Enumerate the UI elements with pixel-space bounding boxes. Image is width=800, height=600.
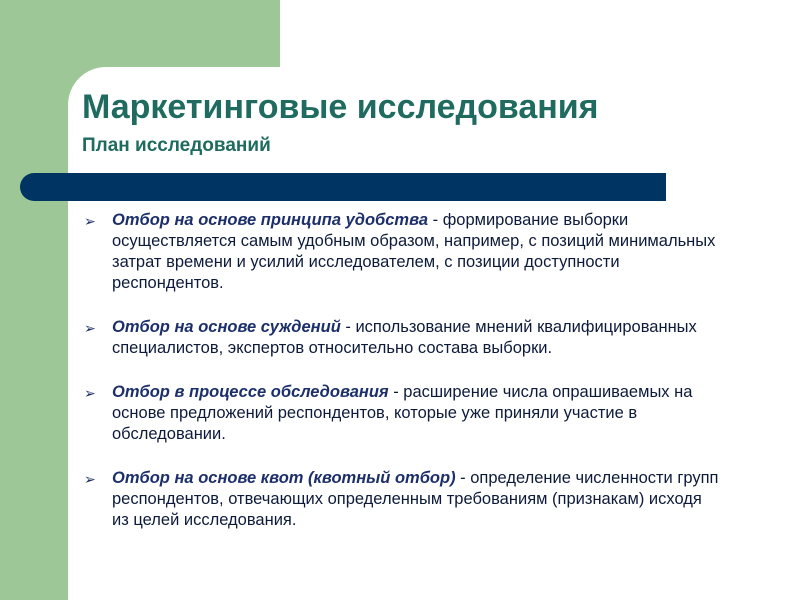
arrow-bullet-icon: ➢ [84,385,96,401]
slide-subtitle: План исследований [82,135,271,156]
item-text: - формирование выборки осуществляется самым удобным образом, например, с позиций минимальных затрат времени и усилий исследователем, с позиции доступности респондентов. [112,211,716,292]
item-text: - использование мнений квалифицированных специалистов, экспертов относительно состава выборки. [112,318,697,357]
item-term: Отбор в процессе обследования [112,383,389,401]
item-term: Отбор на основе суждений [112,318,341,336]
item-term: Отбор на основе квот (квотный отбор) [112,469,456,487]
bullet-list [82,210,722,554]
list-item [82,317,722,359]
slide-title: Маркетинговые исследования [82,88,599,126]
item-term: Отбор на основе принципа удобства [112,211,429,229]
list-item [82,210,722,294]
arrow-bullet-icon: ➢ [84,320,96,336]
list-item [82,468,722,531]
item-text: - определение численности групп респондентов, отвечающих определенным требованиям (признакам) исходя из целей исследования. [112,469,719,529]
item-text: - расширение числа опрашиваемых на основе предложений респондентов, которые уже приняли участие в обследовании. [112,383,693,443]
arrow-bullet-icon: ➢ [84,213,96,229]
arrow-bullet-icon: ➢ [84,471,96,487]
list-item [82,382,722,445]
title-divider-bar [20,173,666,201]
